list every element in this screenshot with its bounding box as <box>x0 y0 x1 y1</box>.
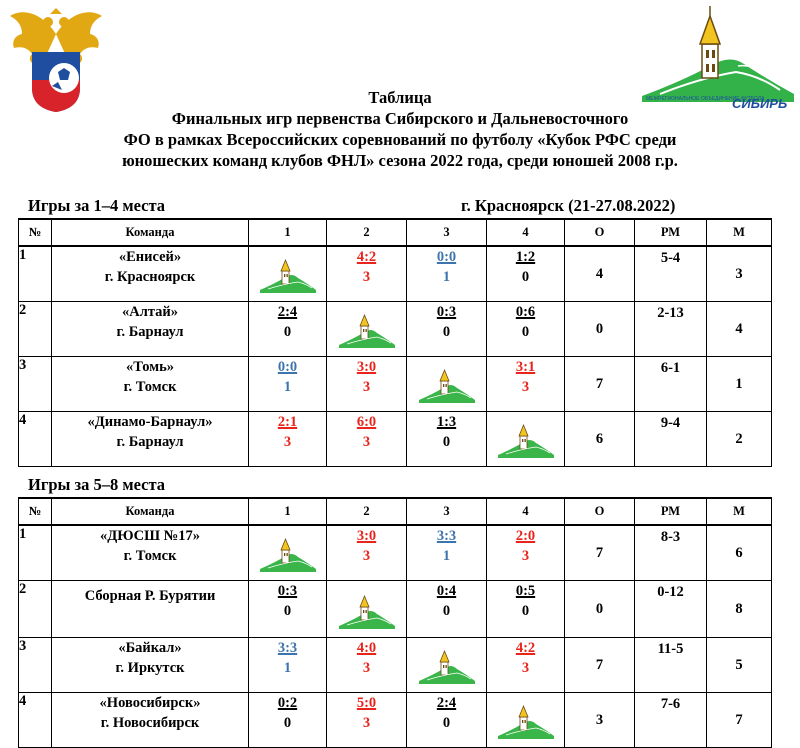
header-place: М <box>707 219 772 246</box>
team-cell <box>52 302 249 357</box>
score-cell <box>487 638 565 693</box>
team-name: «Байкал» <box>118 640 182 656</box>
final-place: 2 <box>707 412 772 467</box>
table-row <box>19 525 772 581</box>
row-num: 3 <box>19 357 52 412</box>
score-cell <box>249 638 327 693</box>
team-name: «Енисей» <box>118 249 182 265</box>
goal-ratio: 7-6 <box>635 693 707 748</box>
score-cell <box>407 412 487 467</box>
title-line-4: юношеских команд клубов ФНЛ» сезона 2022 года, среди юношей 2008 г.р. <box>122 151 678 170</box>
points: 3 <box>362 379 371 395</box>
standings-table-5-8 <box>18 497 772 748</box>
sibir-mini-icon <box>417 675 477 691</box>
table-row <box>19 693 772 748</box>
score: 4:2 <box>515 640 536 656</box>
score-cell <box>407 693 487 748</box>
score-cell <box>249 357 327 412</box>
score-cell <box>327 638 407 693</box>
row-num: 4 <box>19 693 52 748</box>
header-col-2: 2 <box>327 219 407 246</box>
title-line-1: Таблица <box>368 88 432 107</box>
score: 0:3 <box>277 583 298 599</box>
goal-ratio: 2-13 <box>635 302 707 357</box>
self-cell <box>327 302 407 357</box>
team-name: «ДЮСШ №17» <box>100 528 200 544</box>
team-cell <box>52 357 249 412</box>
score-cell <box>327 693 407 748</box>
score: 2:1 <box>277 414 298 430</box>
score-cell <box>407 302 487 357</box>
self-cell <box>487 693 565 748</box>
sibir-mini-icon <box>417 394 477 410</box>
team-city: г. Иркутск <box>115 660 185 676</box>
final-place: 4 <box>707 302 772 357</box>
header-goals: РМ <box>635 498 707 525</box>
team-cell <box>52 525 249 581</box>
row-num: 3 <box>19 638 52 693</box>
score-cell <box>407 581 487 638</box>
sibir-mini-icon <box>258 284 318 300</box>
title-line-2: Финальных игр первенства Сибирского и Дальневосточного <box>171 109 629 128</box>
row-num: 1 <box>19 246 52 302</box>
final-place: 6 <box>707 525 772 581</box>
score: 4:0 <box>356 640 377 656</box>
points-total: 6 <box>565 412 635 467</box>
header-points: О <box>565 498 635 525</box>
team-name: «Динамо-Барнаул» <box>87 414 213 430</box>
header-col-3: 3 <box>407 498 487 525</box>
sibir-mini-icon <box>337 339 397 355</box>
sibir-mini-icon <box>496 449 556 465</box>
points-total: 7 <box>565 357 635 412</box>
score-cell <box>249 412 327 467</box>
team-city: г. Барнаул <box>116 324 184 340</box>
score: 3:3 <box>436 528 457 544</box>
header-points: О <box>565 219 635 246</box>
team-city: г. Красноярск <box>104 269 196 285</box>
score: 5:0 <box>356 695 377 711</box>
team-cell <box>52 581 249 638</box>
score-cell <box>327 412 407 467</box>
points-total: 0 <box>565 581 635 638</box>
score-cell <box>407 246 487 302</box>
points: 3 <box>362 434 371 450</box>
team-city: г. Новосибирск <box>100 715 200 731</box>
section2-title: Игры за 5–8 места <box>28 475 166 494</box>
team-cell <box>52 638 249 693</box>
score-cell <box>249 693 327 748</box>
score-cell <box>249 302 327 357</box>
goal-ratio: 6-1 <box>635 357 707 412</box>
points: 0 <box>521 603 530 619</box>
team-name: «Алтай» <box>121 304 178 320</box>
final-place: 7 <box>707 693 772 748</box>
points: 3 <box>362 548 371 564</box>
score: 1:2 <box>515 249 536 265</box>
score-cell <box>327 525 407 581</box>
header-col-4: 4 <box>487 219 565 246</box>
points: 3 <box>362 715 371 731</box>
score-cell <box>327 357 407 412</box>
points: 3 <box>521 660 530 676</box>
self-cell <box>327 581 407 638</box>
header-team: Команда <box>52 219 249 246</box>
points: 0 <box>283 324 292 340</box>
score: 1:3 <box>436 414 457 430</box>
table-row <box>19 581 772 638</box>
row-num: 2 <box>19 581 52 638</box>
score-cell <box>249 581 327 638</box>
document-title <box>0 87 800 171</box>
score-cell <box>487 246 565 302</box>
score: 6:0 <box>356 414 377 430</box>
self-cell <box>249 246 327 302</box>
points: 0 <box>283 603 292 619</box>
points: 0 <box>283 715 292 731</box>
final-place: 5 <box>707 638 772 693</box>
goal-ratio: 11-5 <box>635 638 707 693</box>
header-col-3: 3 <box>407 219 487 246</box>
header-col-1: 1 <box>249 219 327 246</box>
self-cell <box>249 525 327 581</box>
table-header-row <box>19 498 772 525</box>
points: 1 <box>283 379 292 395</box>
header-num: № <box>19 219 52 246</box>
sibir-mini-icon <box>258 563 318 579</box>
score-cell <box>487 581 565 638</box>
section1-title: Игры за 1–4 места <box>28 196 166 215</box>
points: 3 <box>521 379 530 395</box>
sibir-logo-text: СИБИРЬ <box>732 96 788 111</box>
points-total: 7 <box>565 525 635 581</box>
points: 0 <box>442 603 451 619</box>
header-place: М <box>707 498 772 525</box>
score: 0:2 <box>277 695 298 711</box>
table-row <box>19 412 772 467</box>
table-header-row <box>19 219 772 246</box>
header-goals: РМ <box>635 219 707 246</box>
score: 2:0 <box>515 528 536 544</box>
points-total: 4 <box>565 246 635 302</box>
points: 1 <box>442 269 451 285</box>
points: 0 <box>442 434 451 450</box>
score: 0:6 <box>515 304 536 320</box>
score: 0:0 <box>436 249 457 265</box>
team-cell <box>52 246 249 302</box>
score: 0:5 <box>515 583 536 599</box>
points: 3 <box>521 548 530 564</box>
sibir-logo-caption: МЕЖРЕГИОНАЛЬНОЕ ОБЪЕДИНЕНИЕ ФУТБОЛА <box>646 96 765 102</box>
score-cell <box>407 525 487 581</box>
section1-place: г. Красноярск (21-27.08.2022) <box>461 196 676 215</box>
header-col-1: 1 <box>249 498 327 525</box>
self-cell <box>407 638 487 693</box>
score: 2:4 <box>277 304 298 320</box>
score: 0:4 <box>436 583 457 599</box>
table-row <box>19 246 772 302</box>
points-total: 3 <box>565 693 635 748</box>
team-name: Сборная Р. Бурятии <box>84 588 216 604</box>
points: 0 <box>442 715 451 731</box>
score-cell <box>327 246 407 302</box>
points: 1 <box>283 660 292 676</box>
team-city: г. Барнаул <box>116 434 184 450</box>
row-num: 1 <box>19 525 52 581</box>
table-row <box>19 302 772 357</box>
sibir-mini-icon <box>496 730 556 746</box>
header-team: Команда <box>52 498 249 525</box>
team-city: г. Томск <box>123 379 177 395</box>
points: 0 <box>442 324 451 340</box>
points-total: 7 <box>565 638 635 693</box>
score-cell <box>487 357 565 412</box>
final-place: 8 <box>707 581 772 638</box>
header-col-2: 2 <box>327 498 407 525</box>
team-cell <box>52 412 249 467</box>
team-city: г. Томск <box>123 548 177 564</box>
score: 0:3 <box>436 304 457 320</box>
self-cell <box>407 357 487 412</box>
row-num: 4 <box>19 412 52 467</box>
score: 3:3 <box>277 640 298 656</box>
score: 3:0 <box>356 528 377 544</box>
final-place: 1 <box>707 357 772 412</box>
score: 0:0 <box>277 359 298 375</box>
points: 3 <box>362 660 371 676</box>
team-name: «Новосибирск» <box>99 695 201 711</box>
goal-ratio: 0-12 <box>635 581 707 638</box>
score-cell <box>487 302 565 357</box>
points: 1 <box>442 548 451 564</box>
table-row <box>19 638 772 693</box>
standings-table-1-4 <box>18 218 772 467</box>
team-cell <box>52 693 249 748</box>
score: 3:0 <box>356 359 377 375</box>
points: 0 <box>521 269 530 285</box>
self-cell <box>487 412 565 467</box>
final-place: 3 <box>707 246 772 302</box>
points: 3 <box>362 269 371 285</box>
goal-ratio: 5-4 <box>635 246 707 302</box>
team-name: «Томь» <box>125 359 175 375</box>
sibir-mini-icon <box>337 620 397 636</box>
score: 2:4 <box>436 695 457 711</box>
header-num: № <box>19 498 52 525</box>
score: 3:1 <box>515 359 536 375</box>
header-col-4: 4 <box>487 498 565 525</box>
goal-ratio: 9-4 <box>635 412 707 467</box>
score-cell <box>487 525 565 581</box>
row-num: 2 <box>19 302 52 357</box>
goal-ratio: 8-3 <box>635 525 707 581</box>
points-total: 0 <box>565 302 635 357</box>
table-row <box>19 357 772 412</box>
points: 3 <box>283 434 292 450</box>
points: 0 <box>521 324 530 340</box>
score: 4:2 <box>356 249 377 265</box>
title-line-3: ФО в рамках Всероссийских соревнований по футболу «Кубок РФС среди <box>123 130 677 149</box>
